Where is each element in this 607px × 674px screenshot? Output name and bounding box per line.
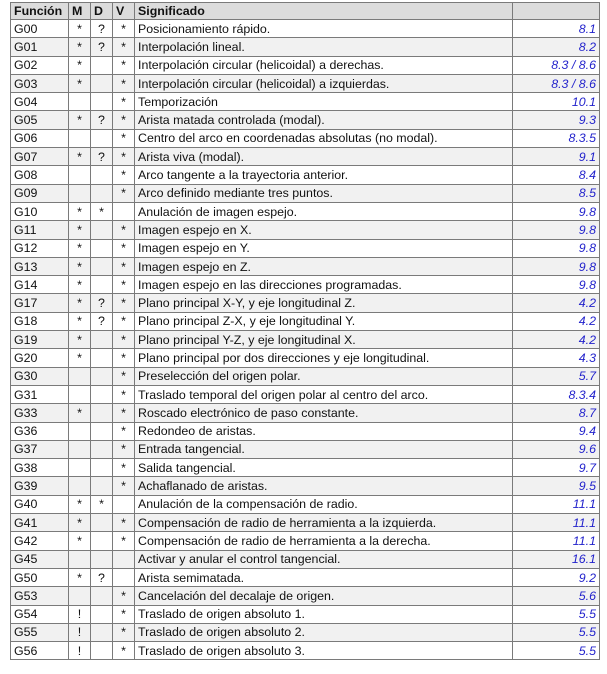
flag-d-cell: ? — [91, 111, 113, 129]
description-cell: Plano principal X-Y, y eje longitudinal Z. — [135, 294, 513, 312]
section-reference-link[interactable]: 10.1 — [513, 93, 600, 111]
flag-v-cell: * — [113, 239, 135, 257]
description-cell: Traslado temporal del origen polar al centro del arco. — [135, 385, 513, 403]
flag-d-cell — [91, 239, 113, 257]
flag-d-cell — [91, 276, 113, 294]
description-cell: Achaflanado de aristas. — [135, 477, 513, 495]
flag-m-cell: * — [69, 532, 91, 550]
gcode-cell: G30 — [11, 367, 69, 385]
section-reference-link[interactable]: 8.7 — [513, 404, 600, 422]
header-v: V — [113, 3, 135, 20]
flag-v-cell: * — [113, 38, 135, 56]
flag-v-cell: * — [113, 605, 135, 623]
flag-d-cell — [91, 257, 113, 275]
flag-v-cell: * — [113, 294, 135, 312]
table-row — [11, 495, 600, 513]
description-cell: Arco definido mediante tres puntos. — [135, 184, 513, 202]
gcode-cell: G38 — [11, 459, 69, 477]
table-row — [11, 221, 600, 239]
flag-d-cell: * — [91, 202, 113, 220]
flag-d-cell — [91, 385, 113, 403]
flag-m-cell: * — [69, 202, 91, 220]
flag-m-cell: * — [69, 111, 91, 129]
table-row — [11, 623, 600, 641]
flag-m-cell — [69, 129, 91, 147]
flag-d-cell: ? — [91, 294, 113, 312]
section-reference-link[interactable]: 9.8 — [513, 257, 600, 275]
section-reference-link[interactable]: 9.8 — [513, 202, 600, 220]
table-row — [11, 477, 600, 495]
gcode-cell: G01 — [11, 38, 69, 56]
flag-v-cell: * — [113, 440, 135, 458]
table-row — [11, 129, 600, 147]
table-row — [11, 166, 600, 184]
flag-v-cell: * — [113, 385, 135, 403]
flag-d-cell — [91, 166, 113, 184]
flag-d-cell — [91, 331, 113, 349]
section-reference-link[interactable]: 8.2 — [513, 38, 600, 56]
flag-v-cell: * — [113, 20, 135, 38]
gcode-cell: G13 — [11, 257, 69, 275]
flag-d-cell: ? — [91, 20, 113, 38]
flag-d-cell — [91, 440, 113, 458]
section-reference-link[interactable]: 5.6 — [513, 587, 600, 605]
flag-d-cell — [91, 349, 113, 367]
gcode-cell: G02 — [11, 56, 69, 74]
section-reference-link[interactable]: 8.1 — [513, 20, 600, 38]
table-row — [11, 184, 600, 202]
flag-v-cell: * — [113, 257, 135, 275]
flag-v-cell: * — [113, 514, 135, 532]
section-reference-link[interactable]: 5.7 — [513, 367, 600, 385]
table-row — [11, 349, 600, 367]
flag-v-cell: * — [113, 532, 135, 550]
section-reference-link[interactable]: 9.3 — [513, 111, 600, 129]
flag-v-cell: * — [113, 184, 135, 202]
flag-d-cell — [91, 74, 113, 92]
flag-v-cell — [113, 495, 135, 513]
flag-m-cell: * — [69, 74, 91, 92]
section-reference-link[interactable]: 8.3 / 8.6 — [513, 74, 600, 92]
flag-v-cell — [113, 568, 135, 586]
gcode-cell: G53 — [11, 587, 69, 605]
description-cell: Traslado de origen absoluto 3. — [135, 642, 513, 660]
section-reference-link[interactable]: 4.2 — [513, 294, 600, 312]
table-row — [11, 257, 600, 275]
flag-d-cell — [91, 459, 113, 477]
gcode-cell: G11 — [11, 221, 69, 239]
flag-v-cell: * — [113, 367, 135, 385]
description-cell: Salida tangencial. — [135, 459, 513, 477]
description-cell: Imagen espejo en X. — [135, 221, 513, 239]
description-cell: Interpolación circular (helicoidal) a izquierdas. — [135, 74, 513, 92]
gcode-cell: G05 — [11, 111, 69, 129]
flag-m-cell: * — [69, 568, 91, 586]
flag-d-cell — [91, 367, 113, 385]
section-reference-link[interactable]: 11.1 — [513, 495, 600, 513]
flag-d-cell — [91, 93, 113, 111]
table-row — [11, 404, 600, 422]
table-row — [11, 532, 600, 550]
gcode-cell: G50 — [11, 568, 69, 586]
flag-m-cell: * — [69, 221, 91, 239]
section-reference-link[interactable]: 16.1 — [513, 550, 600, 568]
description-cell: Entrada tangencial. — [135, 440, 513, 458]
flag-v-cell: * — [113, 642, 135, 660]
gcode-cell: G37 — [11, 440, 69, 458]
table-row — [11, 422, 600, 440]
gcode-cell: G41 — [11, 514, 69, 532]
flag-v-cell: * — [113, 148, 135, 166]
description-cell: Temporización — [135, 93, 513, 111]
flag-m-cell: * — [69, 312, 91, 330]
table-row — [11, 514, 600, 532]
description-cell: Activar y anular el control tangencial. — [135, 550, 513, 568]
table-row — [11, 111, 600, 129]
description-cell: Arista semimatada. — [135, 568, 513, 586]
header-funcion: Función — [11, 3, 69, 20]
flag-v-cell: * — [113, 623, 135, 641]
gcode-cell: G33 — [11, 404, 69, 422]
header-reference — [513, 3, 600, 20]
section-reference-link[interactable]: 5.5 — [513, 642, 600, 660]
section-reference-link[interactable]: 9.2 — [513, 568, 600, 586]
flag-m-cell: * — [69, 514, 91, 532]
gcode-cell: G04 — [11, 93, 69, 111]
table-row — [11, 294, 600, 312]
flag-m-cell: ! — [69, 623, 91, 641]
flag-d-cell — [91, 605, 113, 623]
section-reference-link[interactable]: 11.1 — [513, 514, 600, 532]
gcode-cell: G07 — [11, 148, 69, 166]
table-row — [11, 148, 600, 166]
table-row — [11, 587, 600, 605]
flag-d-cell: ? — [91, 38, 113, 56]
flag-d-cell — [91, 477, 113, 495]
description-cell: Arco tangente a la trayectoria anterior. — [135, 166, 513, 184]
flag-v-cell: * — [113, 166, 135, 184]
table-row — [11, 312, 600, 330]
description-cell: Preselección del origen polar. — [135, 367, 513, 385]
table-row — [11, 202, 600, 220]
gcode-cell: G14 — [11, 276, 69, 294]
gcode-cell: G12 — [11, 239, 69, 257]
flag-v-cell: * — [113, 459, 135, 477]
gcode-cell: G18 — [11, 312, 69, 330]
flag-d-cell: ? — [91, 568, 113, 586]
flag-d-cell — [91, 56, 113, 74]
section-reference-link[interactable]: 8.4 — [513, 166, 600, 184]
table-row — [11, 276, 600, 294]
table-row — [11, 568, 600, 586]
header-m: M — [69, 3, 91, 20]
description-cell: Anulación de la compensación de radio. — [135, 495, 513, 513]
flag-m-cell — [69, 459, 91, 477]
gcode-cell: G31 — [11, 385, 69, 403]
section-reference-link[interactable]: 4.2 — [513, 312, 600, 330]
flag-d-cell — [91, 550, 113, 568]
section-reference-link[interactable]: 9.1 — [513, 148, 600, 166]
header-d: D — [91, 3, 113, 20]
gcode-cell: G54 — [11, 605, 69, 623]
gcode-cell: G17 — [11, 294, 69, 312]
table-row — [11, 38, 600, 56]
flag-m-cell — [69, 440, 91, 458]
section-reference-link[interactable]: 9.5 — [513, 477, 600, 495]
flag-v-cell: * — [113, 56, 135, 74]
header-significado: Significado — [135, 3, 513, 20]
flag-d-cell — [91, 422, 113, 440]
flag-d-cell: * — [91, 495, 113, 513]
section-reference-link[interactable]: 5.5 — [513, 623, 600, 641]
gcode-cell: G55 — [11, 623, 69, 641]
table-row — [11, 367, 600, 385]
description-cell: Cancelación del decalaje de origen. — [135, 587, 513, 605]
flag-d-cell — [91, 587, 113, 605]
table-row — [11, 642, 600, 660]
gcode-cell: G06 — [11, 129, 69, 147]
flag-m-cell: * — [69, 239, 91, 257]
description-cell: Redondeo de aristas. — [135, 422, 513, 440]
table-header-row — [11, 3, 600, 20]
table-row — [11, 239, 600, 257]
description-cell: Plano principal Z-X, y eje longitudinal Y. — [135, 312, 513, 330]
description-cell: Arista viva (modal). — [135, 148, 513, 166]
flag-m-cell: * — [69, 331, 91, 349]
gcode-cell: G42 — [11, 532, 69, 550]
description-cell: Traslado de origen absoluto 2. — [135, 623, 513, 641]
section-reference-link[interactable]: 9.6 — [513, 440, 600, 458]
section-reference-link[interactable]: 11.1 — [513, 532, 600, 550]
gcode-cell: G40 — [11, 495, 69, 513]
flag-m-cell: ! — [69, 642, 91, 660]
gcode-cell: G09 — [11, 184, 69, 202]
description-cell: Imagen espejo en Z. — [135, 257, 513, 275]
gcode-cell: G36 — [11, 422, 69, 440]
table-row — [11, 440, 600, 458]
flag-m-cell — [69, 422, 91, 440]
flag-m-cell: * — [69, 38, 91, 56]
description-cell: Imagen espejo en las direcciones programadas. — [135, 276, 513, 294]
description-cell: Interpolación circular (helicoidal) a derechas. — [135, 56, 513, 74]
description-cell: Roscado electrónico de paso constante. — [135, 404, 513, 422]
flag-v-cell — [113, 202, 135, 220]
table-row — [11, 385, 600, 403]
section-reference-link[interactable]: 9.4 — [513, 422, 600, 440]
flag-m-cell — [69, 93, 91, 111]
description-cell: Imagen espejo en Y. — [135, 239, 513, 257]
flag-d-cell — [91, 184, 113, 202]
flag-m-cell: * — [69, 404, 91, 422]
flag-m-cell: * — [69, 148, 91, 166]
flag-d-cell — [91, 404, 113, 422]
flag-m-cell — [69, 184, 91, 202]
flag-d-cell — [91, 642, 113, 660]
flag-d-cell — [91, 623, 113, 641]
flag-v-cell: * — [113, 74, 135, 92]
section-reference-link[interactable]: 8.3.5 — [513, 129, 600, 147]
flag-d-cell — [91, 221, 113, 239]
flag-d-cell — [91, 532, 113, 550]
gcode-cell: G56 — [11, 642, 69, 660]
section-reference-link[interactable]: 9.8 — [513, 276, 600, 294]
table-row — [11, 605, 600, 623]
description-cell: Plano principal por dos direcciones y eje longitudinal. — [135, 349, 513, 367]
flag-v-cell: * — [113, 276, 135, 294]
gcode-cell: G19 — [11, 331, 69, 349]
flag-v-cell — [113, 550, 135, 568]
table-row — [11, 56, 600, 74]
flag-d-cell — [91, 514, 113, 532]
section-reference-link[interactable]: 9.8 — [513, 221, 600, 239]
gcode-cell: G08 — [11, 166, 69, 184]
flag-d-cell: ? — [91, 148, 113, 166]
section-reference-link[interactable]: 4.3 — [513, 349, 600, 367]
flag-m-cell: * — [69, 349, 91, 367]
flag-m-cell — [69, 477, 91, 495]
table-row — [11, 331, 600, 349]
section-reference-link[interactable]: 8.3 / 8.6 — [513, 56, 600, 74]
flag-m-cell — [69, 166, 91, 184]
flag-v-cell: * — [113, 93, 135, 111]
flag-m-cell — [69, 587, 91, 605]
flag-m-cell: * — [69, 20, 91, 38]
flag-v-cell: * — [113, 587, 135, 605]
description-cell: Anulación de imagen espejo. — [135, 202, 513, 220]
description-cell: Traslado de origen absoluto 1. — [135, 605, 513, 623]
flag-v-cell: * — [113, 349, 135, 367]
description-cell: Plano principal Y-Z, y eje longitudinal X. — [135, 331, 513, 349]
description-cell: Centro del arco en coordenadas absolutas (no modal). — [135, 129, 513, 147]
section-reference-link[interactable]: 4.2 — [513, 331, 600, 349]
g-code-table — [10, 2, 600, 660]
gcode-cell: G00 — [11, 20, 69, 38]
flag-m-cell: * — [69, 294, 91, 312]
gcode-cell: G03 — [11, 74, 69, 92]
section-reference-link[interactable]: 9.8 — [513, 239, 600, 257]
flag-m-cell: * — [69, 56, 91, 74]
flag-v-cell: * — [113, 221, 135, 239]
gcode-cell: G10 — [11, 202, 69, 220]
description-cell: Arista matada controlada (modal). — [135, 111, 513, 129]
description-cell: Interpolación lineal. — [135, 38, 513, 56]
flag-m-cell — [69, 385, 91, 403]
flag-v-cell: * — [113, 422, 135, 440]
flag-m-cell: ! — [69, 605, 91, 623]
section-reference-link[interactable]: 8.5 — [513, 184, 600, 202]
table-row — [11, 550, 600, 568]
table-row — [11, 20, 600, 38]
flag-d-cell: ? — [91, 312, 113, 330]
flag-m-cell — [69, 550, 91, 568]
table-row — [11, 459, 600, 477]
flag-m-cell: * — [69, 276, 91, 294]
flag-v-cell: * — [113, 331, 135, 349]
gcode-cell: G45 — [11, 550, 69, 568]
description-cell: Compensación de radio de herramienta a la izquierda. — [135, 514, 513, 532]
flag-v-cell: * — [113, 404, 135, 422]
flag-m-cell: * — [69, 495, 91, 513]
flag-v-cell: * — [113, 111, 135, 129]
flag-v-cell: * — [113, 312, 135, 330]
table-row — [11, 74, 600, 92]
section-reference-link[interactable]: 5.5 — [513, 605, 600, 623]
flag-v-cell: * — [113, 477, 135, 495]
flag-m-cell: * — [69, 257, 91, 275]
description-cell: Posicionamiento rápido. — [135, 20, 513, 38]
gcode-cell: G20 — [11, 349, 69, 367]
description-cell: Compensación de radio de herramienta a la derecha. — [135, 532, 513, 550]
section-reference-link[interactable]: 9.7 — [513, 459, 600, 477]
flag-d-cell — [91, 129, 113, 147]
table-row — [11, 93, 600, 111]
gcode-cell: G39 — [11, 477, 69, 495]
flag-v-cell: * — [113, 129, 135, 147]
flag-m-cell — [69, 367, 91, 385]
section-reference-link[interactable]: 8.3.4 — [513, 385, 600, 403]
